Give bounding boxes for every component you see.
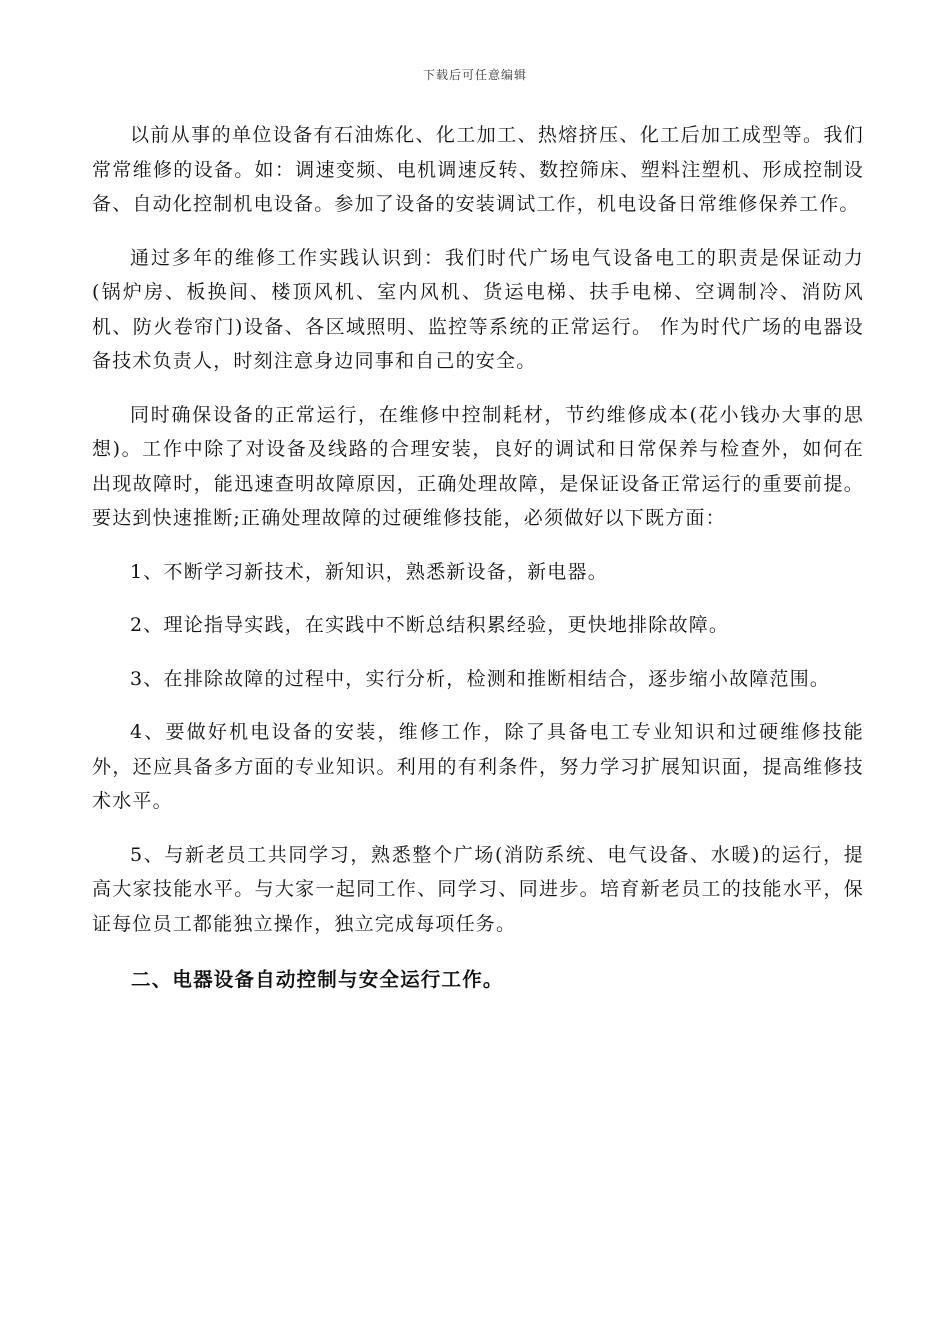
paragraph-previous-work: 以前从事的单位设备有石油炼化、化工加工、热熔挤压、化工后加工成型等。我们常常维修的设备。如：调速变频、电机调速反转、数控筛床、塑料注塑机、形成控制设备、自动化控制机电设备。参加了设备的安装调试工作，机电设备日常维修保养工作。 xyxy=(92,124,864,215)
document-body xyxy=(92,118,864,997)
section-heading: 二、电器设备自动控制与安全运行工作。 xyxy=(131,968,504,991)
page-header-note: 下载后可任意编辑 xyxy=(422,68,527,82)
list-item-5: 5、与新老员工共同学习，熟悉整个广场(消防系统、电气设备、水暖)的运行，提高大家技能水平。与大家一起同工作、同学习、同进步。培育新老员工的技能水平，保证每位员工都能独立操作，独立完成每项任务。 xyxy=(92,843,864,935)
list-item-2: 2、理论指导实践，在实践中不断总结积累经验，更快地排除故障。 xyxy=(130,614,730,636)
paragraph-responsibilities: 通过多年的维修工作实践认识到：我们时代广场电气设备电工的职责是保证动力(锅炉房、板换间、楼顶风机、室内风机、货运电梯、扶手电梯、空调制冷、消防风机、防火卷帘门)设备、各区域照明、监控等系统的正常运行。 作为时代广场的电器设备技术负责人，时刻注意身边同事和自己的安全。 xyxy=(92,246,864,372)
list-item-1: 1、不断学习新技术，新知识，熟悉新设备，新电器。 xyxy=(130,560,608,583)
list-item-3: 3、在排除故障的过程中，实行分析，检测和推断相结合，逐步缩小故障范围。 xyxy=(130,667,831,690)
paragraph-maintenance-approach: 同时确保设备的正常运行，在维修中控制耗材，节约维修成本(花小钱办大事的思想)。工作中除了对设备及线路的合理安装，良好的调试和日常保养与检查外，如何在出现故障时，能迅速查明故障原因，正确处理故障，是保证设备正常运行的重要前提。要达到快速推断;正确处理故障的过硬维修技能，必须做好以下既方面： xyxy=(92,403,864,529)
list-item-4: 4、要做好机电设备的安装，维修工作，除了具备电工专业知识和过硬维修技能外，还应具备多方面的专业知识。利用的有利条件，努力学习扩展知识面，提高维修技术水平。 xyxy=(92,721,864,812)
